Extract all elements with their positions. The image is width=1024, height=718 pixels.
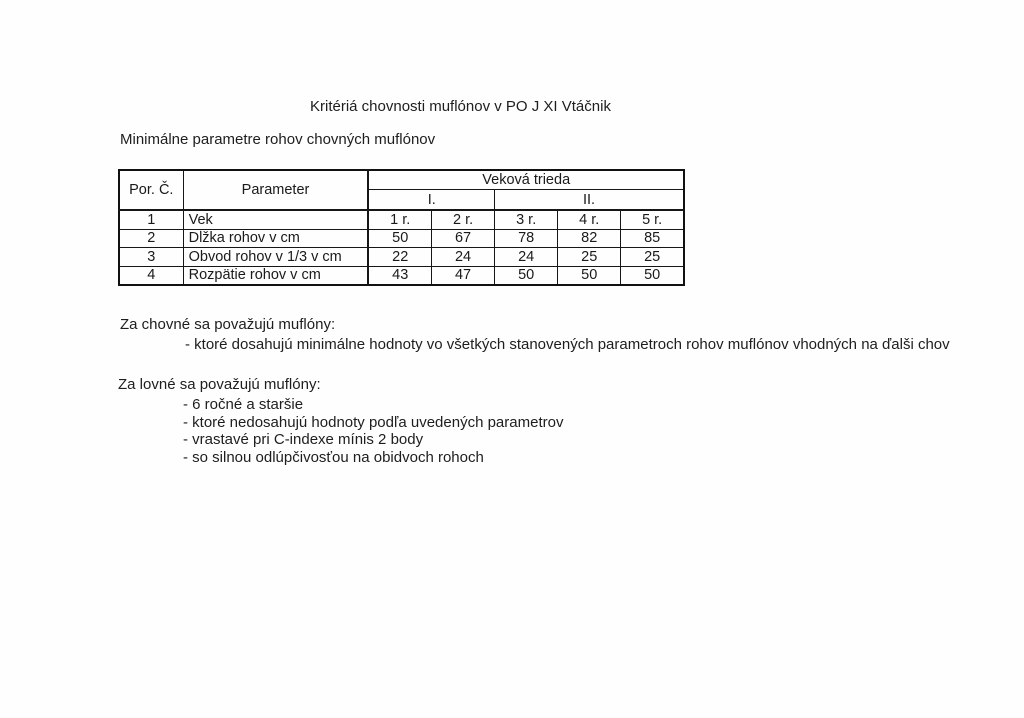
- value-cell: 50: [495, 266, 558, 285]
- value-cell: 50: [558, 266, 621, 285]
- min-parameters-table: [118, 169, 685, 286]
- breeding-criteria-section: [120, 317, 950, 354]
- value-cell: 82: [558, 229, 621, 248]
- row-number-cell: 3: [119, 248, 183, 267]
- table-caption: Minimálne parametre rohov chovných muflónov: [120, 131, 436, 148]
- section-item-list: [185, 336, 950, 354]
- value-cell: 24: [495, 248, 558, 267]
- value-cell: 50: [368, 229, 431, 248]
- row-number-cell: 2: [119, 229, 183, 248]
- value-cell: 5 r.: [621, 210, 684, 229]
- header-age-group-1: I.: [368, 190, 494, 211]
- table-row: [119, 229, 684, 248]
- table-row: [119, 266, 684, 285]
- value-cell: 4 r.: [558, 210, 621, 229]
- value-cell: 25: [558, 248, 621, 267]
- value-cell: 47: [432, 266, 495, 285]
- list-item: - ktoré dosahujú minimálne hodnoty vo všetkých stanovených parametroch rohov muflónov vhodných na ďalši chov: [185, 336, 950, 353]
- value-cell: 1 r.: [368, 210, 431, 229]
- header-age-class: Veková trieda: [368, 170, 684, 190]
- parameter-cell: Dĺžka rohov v cm: [183, 229, 368, 248]
- value-cell: 24: [432, 248, 495, 267]
- parameter-cell: Rozpätie rohov v cm: [183, 266, 368, 285]
- list-item: - so silnou odlúpčivosťou na obidvoch rohoch: [183, 448, 484, 466]
- parameter-cell: Vek: [183, 210, 368, 229]
- section-heading: Za chovné sa považujú muflóny:: [120, 316, 336, 333]
- list-item: - 6 ročné a staršie: [183, 396, 304, 413]
- value-cell: 85: [621, 229, 684, 248]
- header-order-number: Por. Č.: [119, 170, 183, 210]
- list-item: - ktoré nedosahujú hodnoty podľa uvedených parametrov: [183, 413, 564, 431]
- list-item: - vrastavé pri C-indexe mínis 2 body: [183, 431, 424, 449]
- document-title: Kritériá chovnosti muflónov v PO J XI Vtáčnik: [310, 98, 611, 115]
- table-row: [119, 210, 684, 229]
- value-cell: 25: [621, 248, 684, 267]
- value-cell: 22: [368, 248, 431, 267]
- value-cell: 2 r.: [432, 210, 495, 229]
- value-cell: 43: [368, 266, 431, 285]
- value-cell: 50: [621, 266, 684, 285]
- row-number-cell: 1: [119, 210, 183, 229]
- section-item-list: [183, 396, 563, 466]
- parameter-cell: Obvod rohov v 1/3 v cm: [183, 248, 368, 267]
- value-cell: 67: [432, 229, 495, 248]
- section-heading: Za lovné sa považujú muflóny:: [118, 376, 321, 393]
- value-cell: 3 r.: [495, 210, 558, 229]
- header-age-group-2: II.: [495, 190, 684, 211]
- table-row: [119, 248, 684, 267]
- value-cell: 78: [495, 229, 558, 248]
- row-number-cell: 4: [119, 266, 183, 285]
- hunting-criteria-section: [118, 377, 563, 466]
- header-parameter: Parameter: [183, 170, 368, 210]
